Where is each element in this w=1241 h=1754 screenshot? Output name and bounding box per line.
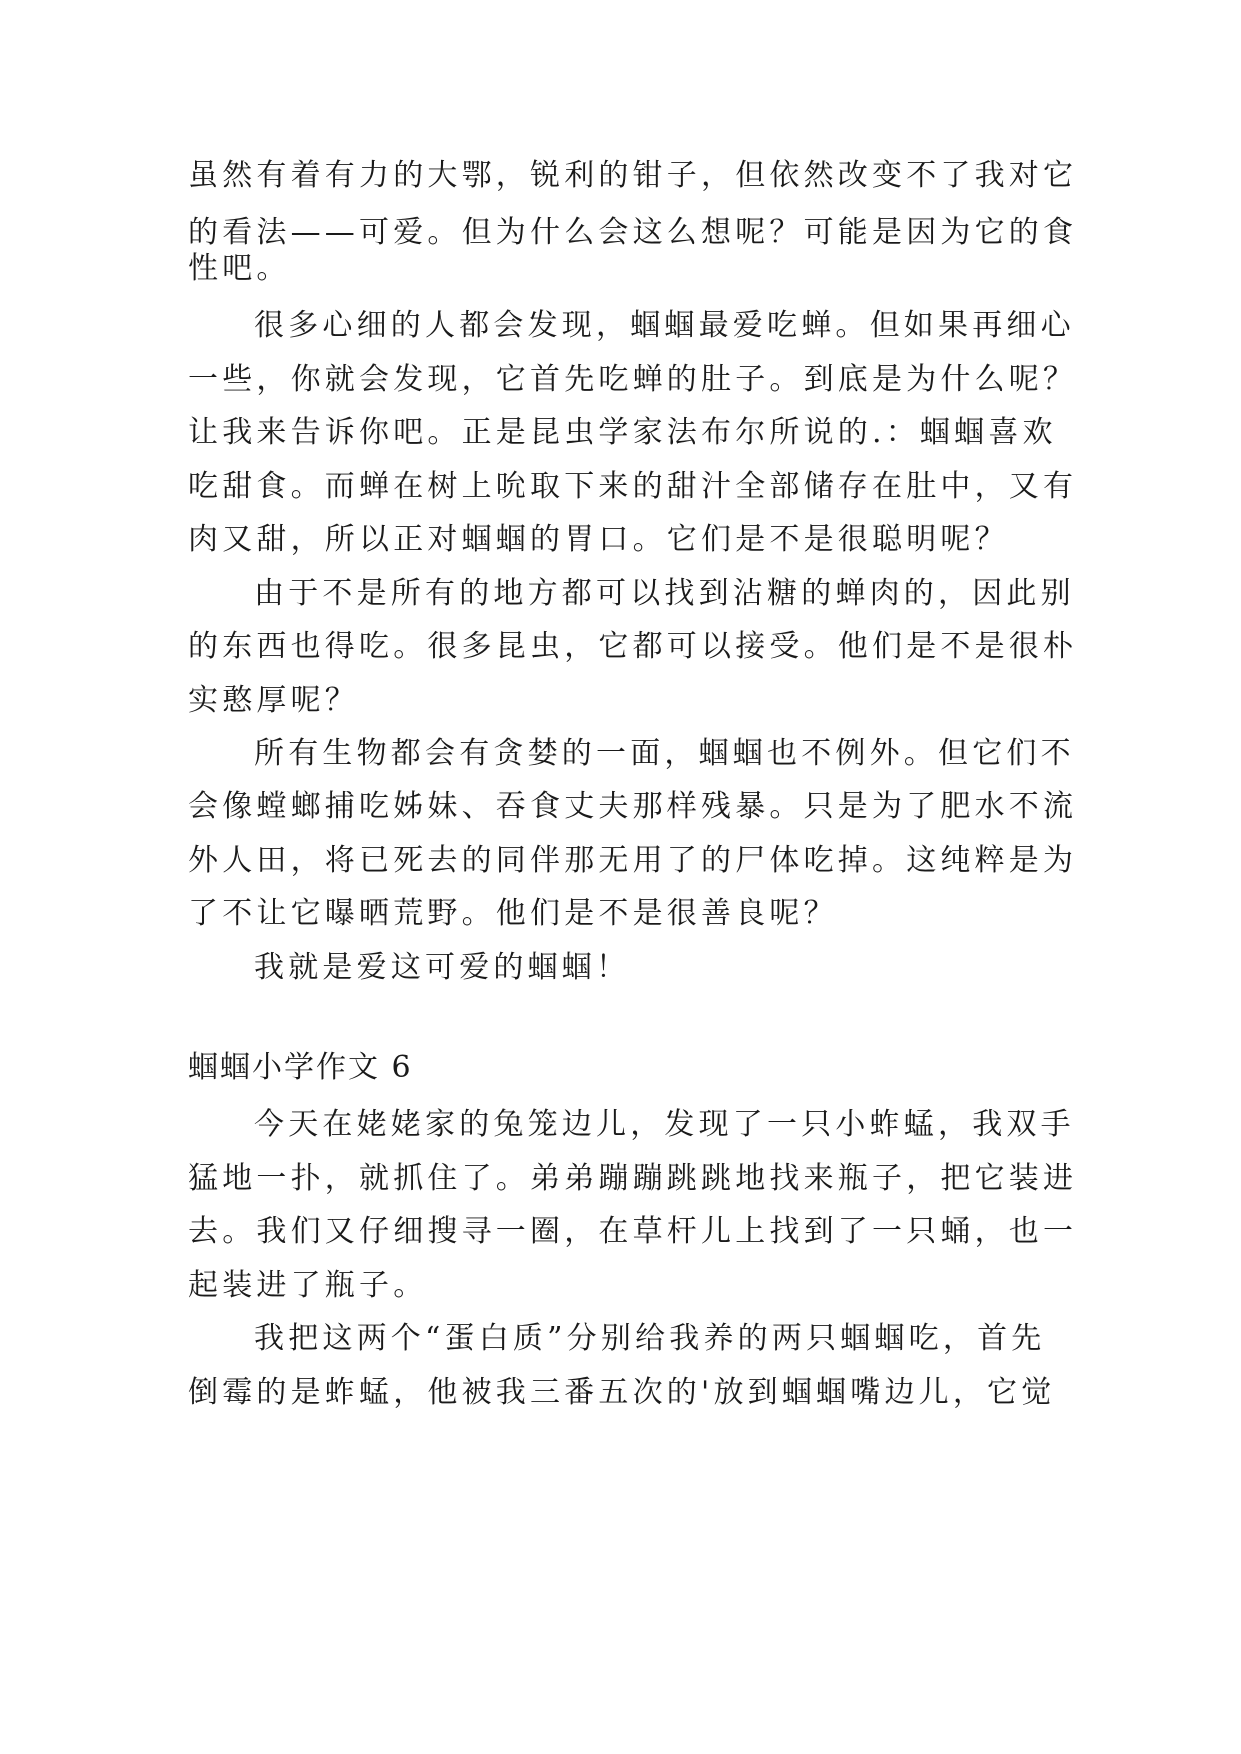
paragraph-line: 猛地一扑，就抓住了。弟弟蹦蹦跳跳地找来瓶子，把它装进 — [188, 1161, 1078, 1196]
paragraph-line: 我把这两个“蛋白质”分别给我养的两只蝈蝈吃，首先 — [254, 1321, 1046, 1356]
paragraph-line: 虽然有着有力的大鄂，锐利的钳子，但依然改变不了我对它 — [188, 158, 1078, 193]
paragraph-line: 我就是爱这可爱的蝈蝈！ — [254, 950, 631, 985]
paragraph-line: 由于不是所有的地方都可以找到沾糖的蝉肉的，因此别 — [254, 576, 1075, 611]
paragraph-line: 让我来告诉你吧。正是昆虫学家法布尔所说的.：蝈蝈喜欢 — [188, 415, 1057, 450]
paragraph-line: 会像螳螂捕吃姊妹、吞食丈夫那样残暴。只是为了肥水不流 — [188, 789, 1078, 824]
paragraph-line: 性吧。 — [188, 251, 291, 286]
paragraph-line: 倒霉的是蚱蜢，他被我三番五次的'放到蝈蝈嘴边儿，它觉 — [188, 1375, 1056, 1410]
paragraph-line: 的看法——可爱。但为什么会这么想呢？可能是因为它的食 — [188, 215, 1078, 250]
paragraph-line: 吃甜食。而蝉在树上吮取下来的甜汁全部储存在肚中，又有 — [188, 469, 1078, 504]
paragraph-line: 实憨厚呢？ — [188, 683, 359, 718]
paragraph-line: 起装进了瓶子。 — [188, 1268, 428, 1303]
paragraph-line: 去。我们又仔细搜寻一圈，在草杆儿上找到了一只蛹，也一 — [188, 1214, 1078, 1249]
paragraph-line: 肉又甜，所以正对蝈蝈的胃口。它们是不是很聪明呢？ — [188, 522, 1009, 557]
paragraph-line: 所有生物都会有贪婪的一面，蝈蝈也不例外。但它们不 — [254, 736, 1075, 771]
paragraph-line: 一些，你就会发现，它首先吃蝉的肚子。到底是为什么呢？ — [188, 362, 1078, 397]
paragraph-line: 了不让它曝晒荒野。他们是不是很善良呢？ — [188, 896, 838, 931]
paragraph-line: 外人田，将已死去的同伴那无用了的尸体吃掉。这纯粹是为 — [188, 843, 1078, 878]
paragraph-line: 今天在姥姥家的兔笼边儿，发现了一只小蚱蜢，我双手 — [254, 1107, 1075, 1142]
paragraph-line: 的东西也得吃。很多昆虫，它都可以接受。他们是不是很朴 — [188, 629, 1078, 664]
paragraph-line: 很多心细的人都会发现，蝈蝈最爱吃蝉。但如果再细心 — [254, 308, 1075, 343]
section-heading: 蝈蝈小学作文 6 — [188, 1050, 413, 1085]
